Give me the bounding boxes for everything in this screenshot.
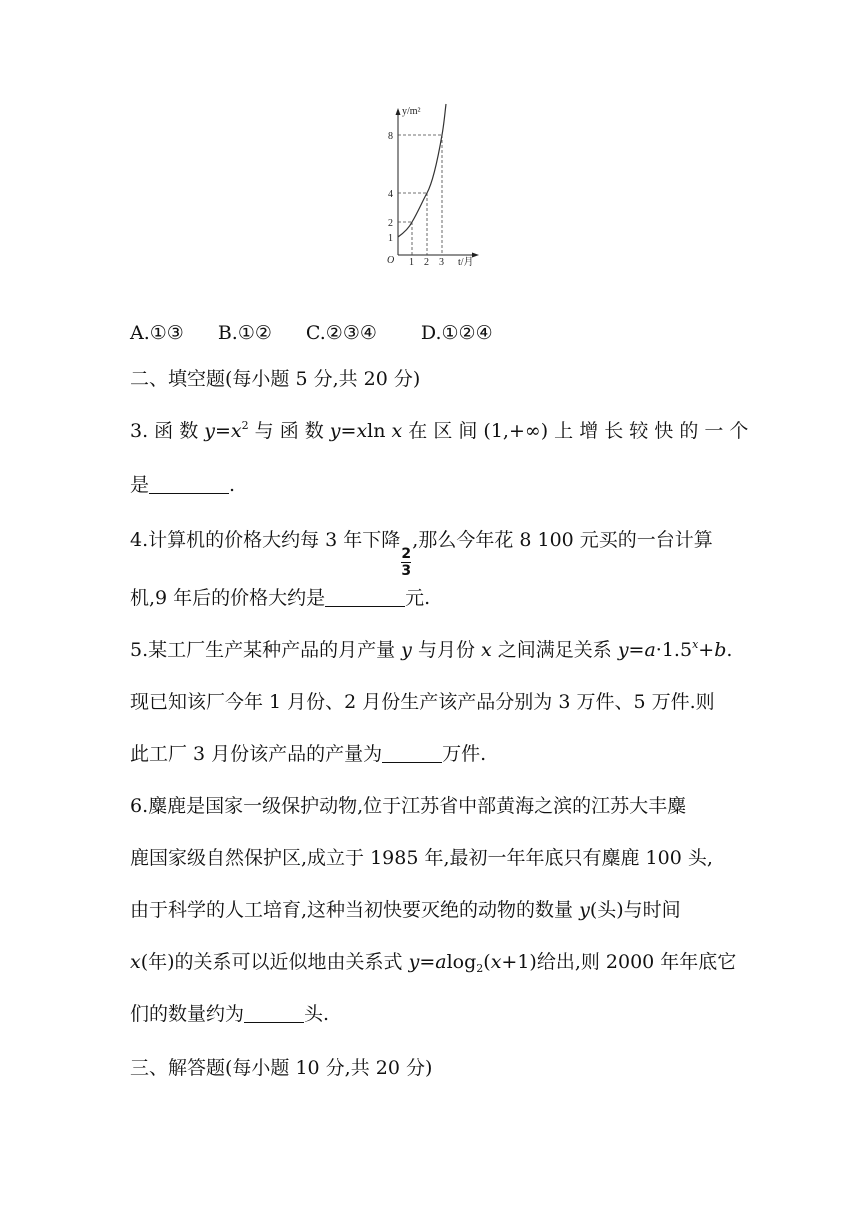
q6-f-paren: ( — [483, 951, 491, 973]
q6-f-log: log — [446, 951, 477, 973]
q6-f-y: y — [408, 951, 420, 973]
q6-line3-p1: 由于科学的人工培育,这种当初快要灭绝的动物的数量 — [130, 899, 580, 921]
q5-p3: 之间满足关系 — [491, 639, 618, 661]
question-6-line-5 — [130, 999, 740, 1029]
question-6-line-2: 鹿国家级自然保护区,成立于 1985 年,最初一年年底只有麋鹿 100 头, — [130, 847, 713, 869]
y-axis-arrow — [396, 108, 401, 115]
q5-f-a: a — [644, 639, 656, 661]
question-4-line-1 — [130, 525, 740, 579]
q5-line3-end: 万件. — [442, 743, 487, 765]
q3-f2-ln: ln — [367, 420, 392, 442]
y-tick-label: 8 — [388, 131, 393, 142]
q6-line4-p2: 给出,则 2000 年年底它 — [536, 951, 737, 973]
q4-line2-start: 机,9 年后的价格大约是 — [130, 587, 326, 609]
y-tick-label: 2 — [388, 218, 393, 229]
q6-var-y: y — [579, 899, 590, 921]
q5-f-eq: = — [628, 639, 645, 661]
q4-line2-end: 元. — [405, 587, 431, 609]
question-5-line-2: 现已知该厂今年 1 月份、2 月份生产该产品分别为 3 万件、5 万件.则 — [130, 691, 715, 713]
q5-var-x: x — [481, 639, 492, 661]
q3-f1-exp: 2 — [241, 419, 249, 432]
question-5-line-3 — [130, 739, 740, 769]
q6-line5-end: 头. — [304, 1003, 330, 1025]
x-tick-label: 1 — [409, 257, 414, 268]
q6-f-eq: = — [419, 951, 436, 973]
section-3-heading: 三、解答题(每小题 10 分,共 20 分) — [130, 1057, 433, 1079]
q6-answer-blank[interactable] — [244, 1002, 304, 1023]
answer-choices — [130, 318, 740, 348]
question-6-line-3 — [130, 895, 740, 925]
guide-lines — [398, 135, 442, 255]
y-tick-label: 4 — [388, 189, 393, 200]
q6-f-a: a — [435, 951, 447, 973]
question-3-line-2 — [130, 470, 740, 500]
q5-f-end: . — [726, 639, 733, 661]
question-6-line-1: 6.麋鹿是国家一级保护动物,位于江苏省中部黄海之滨的江苏大丰麋 — [130, 795, 687, 817]
growth-graph-figure — [372, 100, 492, 275]
q3-f2-eq: = — [340, 420, 357, 442]
q3-line2-end: . — [229, 474, 236, 496]
q3-f2-y: y — [329, 420, 341, 442]
q3-mid: 与 函 数 — [248, 420, 330, 442]
q3-f2-x2: x — [391, 420, 403, 442]
q5-p1: 5.某工厂生产某种产品的月产量 — [130, 639, 402, 661]
q4-part1: 4.计算机的价格大约每 3 年下降 — [130, 529, 401, 551]
growth-curve — [398, 104, 446, 237]
question-5-line-1 — [130, 635, 740, 665]
q3-tail: 在 区 间 (1,+∞) 上 增 长 较 快 的 一 个 — [402, 420, 749, 442]
q3-f1-eq: = — [214, 420, 231, 442]
q3-f2-x: x — [356, 420, 368, 442]
choice-c[interactable]: C.②③④ — [305, 322, 377, 344]
q5-f-exp: x — [692, 638, 699, 651]
section-2-heading: 二、填空题(每小题 5 分,共 20 分) — [130, 368, 421, 390]
q4-answer-blank[interactable] — [325, 586, 405, 607]
q6-line4-p1: (年)的关系可以近似地由关系式 — [140, 951, 409, 973]
q5-answer-blank[interactable] — [382, 742, 442, 763]
growth-graph — [372, 100, 492, 275]
q3-answer-blank[interactable] — [149, 473, 229, 494]
fraction-numerator: 2 — [401, 546, 412, 562]
y-axis-label: y/m² — [402, 106, 421, 117]
q3-line2-start: 是 — [130, 474, 150, 496]
x-tick-label: 2 — [424, 257, 429, 268]
q3-prefix: 3. 函 数 — [130, 420, 205, 442]
choice-d[interactable]: D.①②④ — [420, 322, 493, 344]
q6-f-log-base: 2 — [476, 962, 484, 975]
q5-line3-start: 此工厂 3 月份该产品的产量为 — [130, 743, 383, 765]
question-6-line-4 — [130, 947, 740, 977]
x-axis-label: t/月 — [458, 257, 474, 268]
q5-f-y: y — [617, 639, 629, 661]
q5-f-mid: ·1.5 — [655, 639, 693, 661]
origin-label: O — [387, 255, 395, 266]
q5-p2: 与月份 — [411, 639, 481, 661]
fraction-two-thirds — [401, 546, 411, 579]
choice-b[interactable]: B.①② — [217, 322, 272, 344]
q6-line5-start: 们的数量约为 — [130, 1003, 245, 1025]
question-3-line-1 — [130, 416, 749, 446]
q3-f1-x: x — [230, 420, 242, 442]
q3-f1-y: y — [204, 420, 215, 442]
x-tick-label: 3 — [439, 257, 444, 268]
q4-part2: ,那么今年花 8 100 元买的一台计算 — [412, 529, 713, 551]
q5-var-y: y — [401, 639, 412, 661]
choice-a[interactable]: A.①③ — [130, 322, 184, 344]
q6-f-x: x — [490, 951, 502, 973]
q6-f-rest: +1) — [501, 951, 537, 973]
fraction-denominator: 3 — [401, 563, 412, 579]
q6-var-x: x — [130, 951, 141, 973]
q5-f-plus: + — [698, 639, 715, 661]
y-tick-label: 1 — [388, 233, 393, 244]
question-4-line-2 — [130, 583, 740, 613]
q5-f-b: b — [714, 639, 727, 661]
q6-line3-p2: (头)与时间 — [589, 899, 681, 921]
